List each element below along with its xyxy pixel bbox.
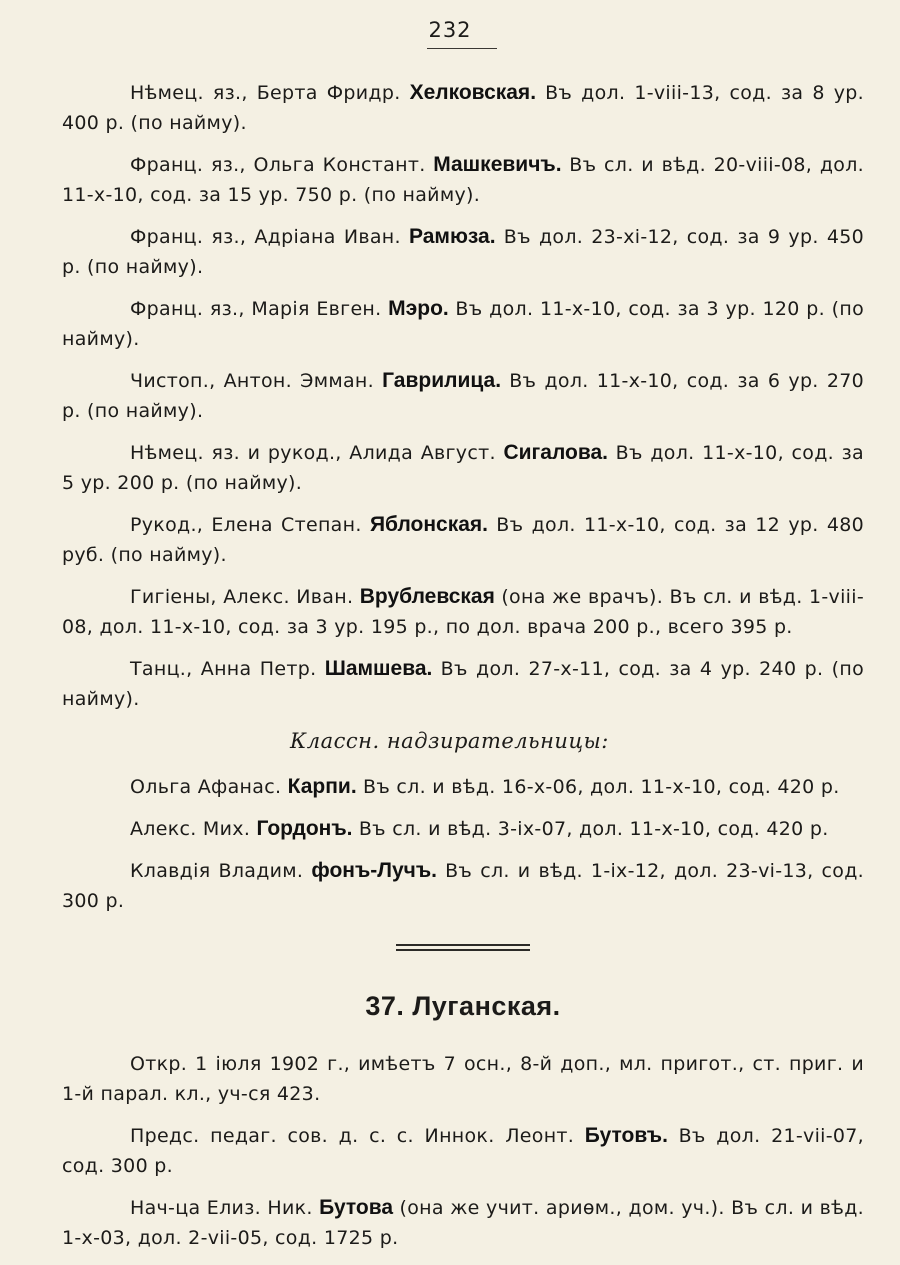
entry-text: Нѣмец. яз., Берта Фридр.	[130, 82, 410, 104]
supervisor-entry	[62, 814, 864, 844]
page-number: 232	[428, 18, 472, 42]
entry-text: Алекс. Мих.	[130, 818, 257, 840]
entry-text: Франц. яз., Адріана Иван.	[130, 226, 410, 248]
entry-text: Въ дол. 23-xi-12, сод. за 9 ур. 450 р. (по найму).	[62, 226, 864, 278]
entry-text: Въ сл. и вѣд. 20-viii-08, дол. 11-x-10, сод. за 15 ур. 750 р. (по найму).	[62, 154, 864, 206]
school-entry	[62, 1193, 864, 1253]
entry-text: Въ сл. и вѣд. 16-x-06, дол. 11-x-10, сод. 420 р.	[356, 776, 840, 798]
teacher-entry	[62, 78, 864, 138]
entry-text: Въ сл. и вѣд. 3-ix-07, дол. 11-x-10, сод. 420 р.	[352, 818, 829, 840]
entry-text: Чистоп., Антон. Эмман.	[130, 370, 383, 392]
section-label-supervisors: Классн. надзирательницы:	[290, 729, 609, 753]
section-divider	[396, 944, 530, 951]
surname: Бутовъ.	[584, 1124, 668, 1147]
entry-text: Въ дол. 11-x-10, сод. за 6 ур. 270 р. (по найму).	[62, 370, 864, 422]
surname: фонъ-Лучъ.	[311, 859, 438, 882]
page-number-rule	[427, 48, 497, 49]
entry-text: Франц. яз., Марія Евген.	[130, 298, 389, 320]
teacher-entry	[62, 150, 864, 210]
school-entry	[62, 1049, 864, 1109]
entry-text: Въ дол. 11-x-10, сод. за 3 ур. 120 р. (по найму).	[62, 298, 865, 350]
surname: Шамшева.	[324, 657, 433, 680]
entry-text: Предс. педаг. сов. д. с. с. Иннок. Леонт.	[130, 1125, 585, 1147]
entry-text: Въ дол. 11-x-10, сод. за 5 ур. 200 р. (по найму).	[62, 442, 864, 494]
entry-text: Въ дол. 11-x-10, сод. за 12 ур. 480 руб. (по найму).	[62, 514, 864, 566]
entry-text: (она же врачъ). Въ сл. и вѣд. 1-viii-08, дол. 11-x-10, сод. за 3 ур. 195 р., по дол. врача 200 р., всего 395 р.	[62, 586, 864, 638]
surname: Мэро.	[388, 297, 449, 320]
entry-text: Ольга Афанас.	[130, 776, 288, 798]
surname: Рамюза.	[409, 225, 496, 248]
teacher-entry	[62, 366, 864, 426]
supervisor-entry	[62, 856, 864, 916]
entry-text: Въ дол. 27-x-11, сод. за 4 ур. 240 р. (по найму).	[62, 658, 864, 710]
teacher-entry	[62, 654, 864, 714]
entry-text: Нач-ца Елиз. Ник.	[130, 1197, 320, 1219]
entry-text: Гигіены, Алекс. Иван.	[130, 586, 360, 608]
surname: Гаврилица.	[382, 369, 502, 392]
entry-text: Танц., Анна Петр.	[130, 658, 325, 680]
teacher-entry	[62, 294, 864, 354]
entry-text: Рукод., Елена Степан.	[130, 514, 370, 536]
teacher-entry	[62, 222, 864, 282]
entry-text: Въ дол. 21-vii-07, сод. 300 р.	[62, 1125, 864, 1177]
entry-text: Въ дол. 1-viii-13, сод. за 8 ур. 400 р. (по найму).	[62, 82, 864, 134]
entry-text: (она же учит. ариѳм., дом. уч.). Въ сл. и вѣд. 1-x-03, дол. 2-vii-05, сод. 1725 р.	[62, 1197, 864, 1249]
supervisor-entry	[62, 772, 864, 802]
entries-list	[62, 78, 864, 1265]
surname: Врублевская	[359, 585, 495, 608]
surname: Гордонъ.	[256, 817, 353, 840]
surname: Яблонская.	[369, 513, 489, 536]
teacher-entry	[62, 582, 864, 642]
entry-text: Франц. яз., Ольга Констант.	[130, 154, 434, 176]
entry-text: Нѣмец. яз. и рукод., Алида Август.	[130, 442, 504, 464]
surname: Карпи.	[287, 775, 357, 798]
entry-text: Откр. 1 іюля 1902 г., имѣетъ 7 осн., 8-й доп., мл. пригот., ст. приг. и 1-й парал. кл., уч-ся 423.	[62, 1053, 864, 1105]
entry-text: Въ сл. и вѣд. 1-ix-12, дол. 23-vi-13, сод. 300 р.	[62, 860, 864, 912]
teacher-entry	[62, 438, 864, 498]
surname: Сигалова.	[503, 441, 608, 464]
school-title: 37. Луганская.	[365, 991, 561, 1021]
surname: Хелковская.	[409, 81, 537, 104]
surname: Бутова	[319, 1196, 394, 1219]
teacher-entry	[62, 510, 864, 570]
surname: Машкевичъ.	[433, 153, 562, 176]
entry-text: Клавдія Владим.	[130, 860, 312, 882]
school-entry	[62, 1121, 864, 1181]
